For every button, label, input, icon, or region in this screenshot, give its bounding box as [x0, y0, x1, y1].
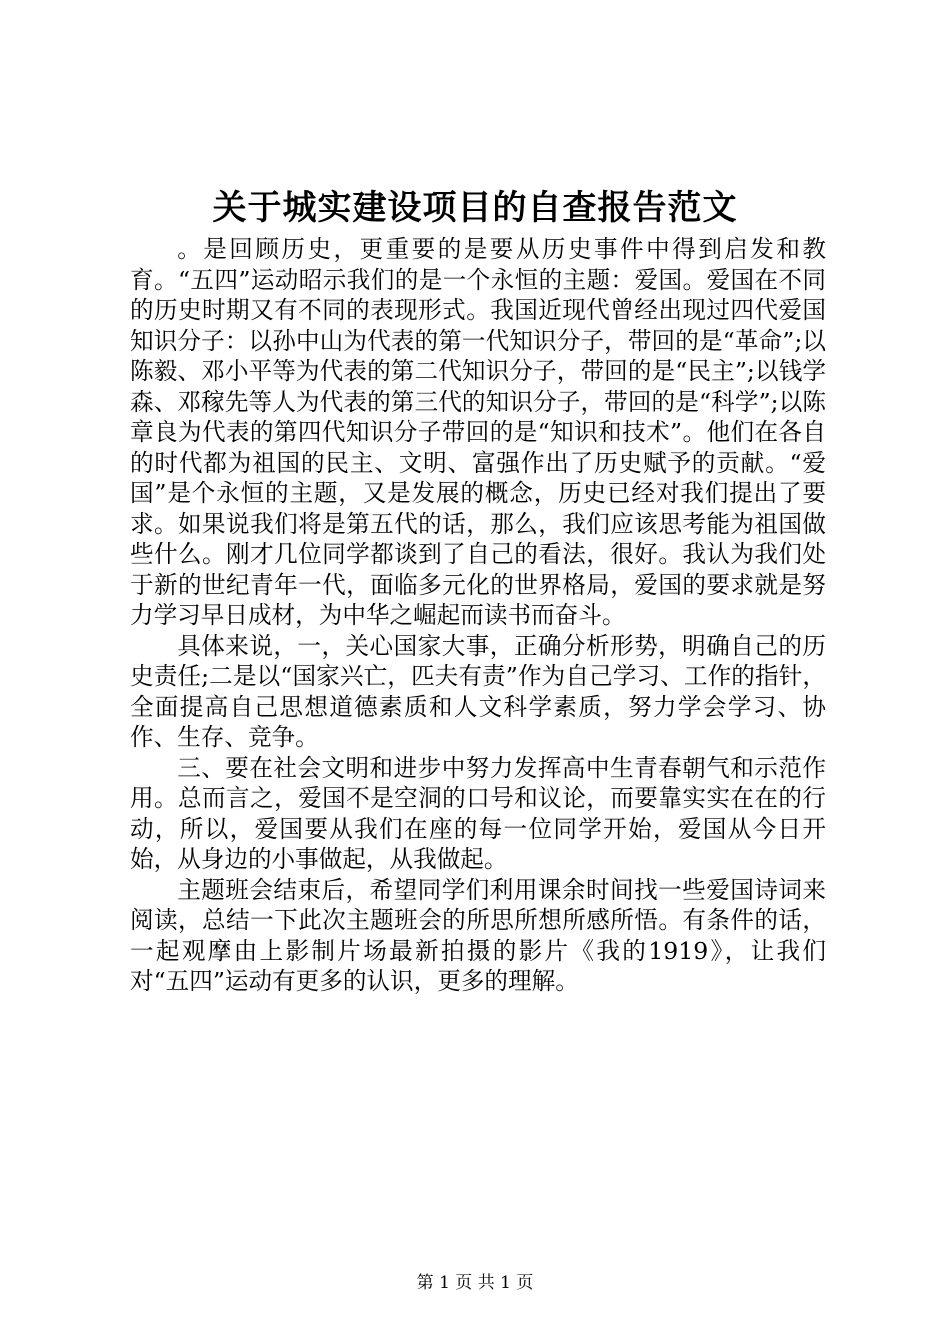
- paragraph-role-model: 三、要在社会文明和进步中努力发挥高中生青春朝气和示范作用。总而言之，爱国不是空洞的口号和议论，而要靠实实在在的行动，所以，爱国要从我们在座的每一位同学开始，爱国从今日开始，从身边的小事做起，从我做起。: [130, 753, 826, 873]
- paragraph-after-meeting: 主题班会结束后，希望同学们利用课余时间找一些爱国诗词来阅读，总结一下此次主题班会的所思所想所感所悟。有条件的话，一起观摩由上影制片场最新拍摄的影片《我的1919》，让我们对“五四”运动有更多的认识，更多的理解。: [130, 875, 826, 995]
- page-number-footer: 第 1 页 共 1 页: [416, 1273, 534, 1293]
- paragraph-specifics: 具体来说，一，关心国家大事，正确分析形势，明确自己的历史责任;二是以“国家兴亡，匹夫有责”作为自己学习、工作的指针，全面提高自己思想道德素质和人文科学素质，努力学会学习、协作、生存、竞争。: [130, 631, 826, 751]
- document-title: 关于城实建设项目的自查报告范文: [212, 188, 738, 228]
- paragraph-history: 。是回顾历史，更重要的是要从历史事件中得到启发和教育。“五四”运动昭示我们的是一个永恒的主题：爱国。爱国在不同的历史时期又有不同的表现形式。我国近现代曾经出现过四代爱国知识分子：以孙中山为代表的第一代知识分子，带回的是“革命”;以陈毅、邓小平等为代表的第二代知识分子，带回的是“民主”;以钱学森、邓稼先等人为代表的第三代的知识分子，带回的是“科学”;以陈章良为代表的第四代知识分子带回的是“知识和技术”。他们在各自的时代都为祖国的民主、文明、富强作出了历史赋予的贡献。“爱国”是个永恒的主题，又是发展的概念，历史已经对我们提出了要求。如果说我们将是第五代的话，那么，我们应该思考能为祖国做些什么。刚才几位同学都谈到了自己的看法，很好。我认为我们处于新的世纪青年一代，面临多元化的世界格局，爱国的要求就是努力学习早日成材，为中华之崛起而读书而奋斗。: [130, 235, 826, 629]
- document-body: [130, 234, 826, 997]
